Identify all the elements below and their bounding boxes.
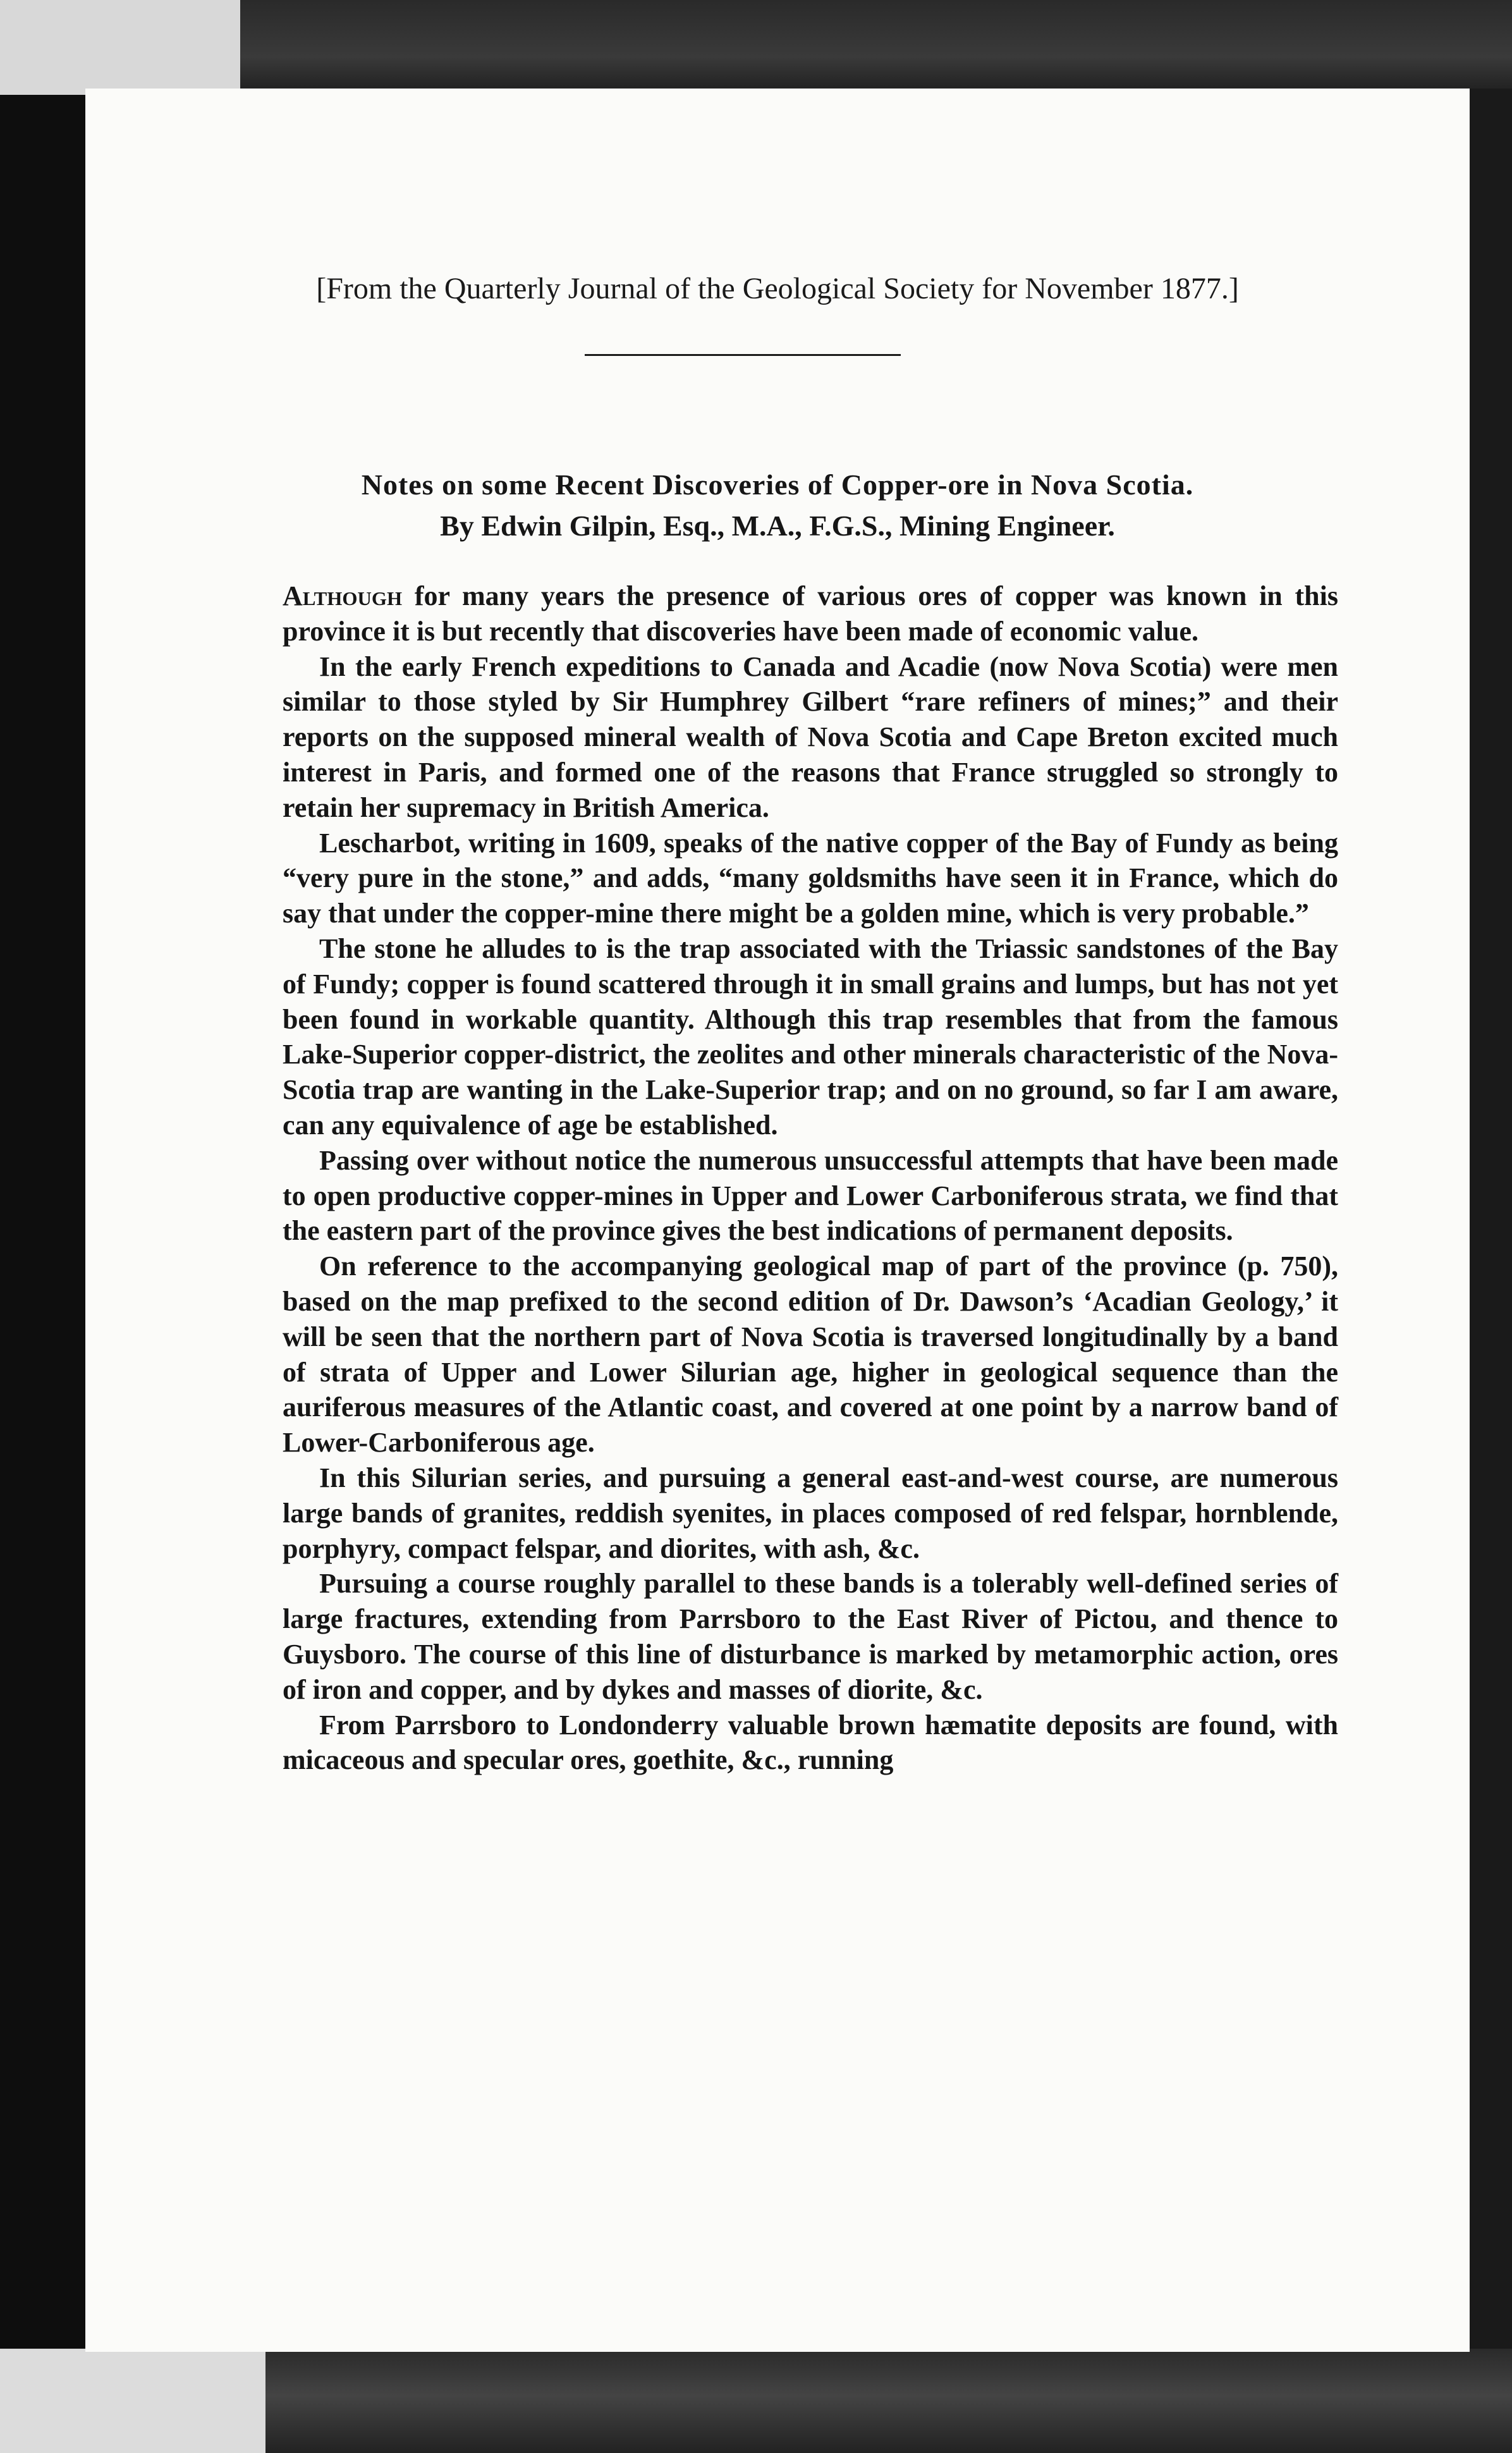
scan-top-border	[0, 0, 1512, 95]
paragraph-1	[283, 578, 1338, 649]
scan-left-border	[0, 95, 85, 2349]
header-rule	[585, 354, 901, 356]
lead-word: Although	[283, 580, 403, 611]
scan-right-border	[1470, 89, 1512, 2352]
paragraph-6: On reference to the accompanying geological map of part of the province (p. 750), based on the map prefixed to the second edition of Dr. Dawson’s ‘Acadian Geology,’ it will be seen that the northern part of Nova Scotia is traversed longitudinally by a band of strata of Upper and Lower Silurian age, higher in geological sequence than the auriferous measures of the Atlantic coast, and covered at one point by a narrow band of Lower-Carboniferous age.	[283, 1251, 1338, 1459]
paragraph-5: Passing over without notice the numerous unsuccessful attempts that have been made to open productive copper-mines in Upper and Lower Carboniferous strata, we find that the eastern part of the province gives the best indications of permanent deposits.	[283, 1144, 1338, 1247]
scan-bottom-light-patch	[0, 2349, 265, 2453]
paragraph-9: From Parrsboro to Londonderry valuable brown hæmatite deposits are found, with micaceous and specular ores, goethite, &c., running	[283, 1709, 1338, 1776]
document-page	[85, 89, 1470, 2352]
source-note: [From the Quarterly Journal of the Geological Society for November 1877.]	[316, 272, 1239, 305]
paragraph-2: In the early French expeditions to Canada and Acadie (now Nova Scotia) were men similar to those styled by Sir Humphrey Gilbert “rare refiners of mines;” and their reports on the supposed mineral wealth of Nova Scotia and Cape Breton excited much interest in Paris, and formed one of the reasons that France struggled so strongly to retain her supremacy in British America.	[283, 651, 1338, 823]
scan-top-light-patch	[0, 0, 240, 95]
paragraph-1-text: for many years the presence of various ores of copper was known in this province it is but recently that discoveries have been made of economic value.	[283, 580, 1338, 647]
article-byline: By Edwin Gilpin, Esq., M.A., F.G.S., Mining Engineer.	[440, 510, 1115, 542]
paragraph-4: The stone he alludes to is the trap associated with the Triassic sandstones of the Bay of Fundy; copper is found scattered through it in small grains and lumps, but has not yet been found in workable quantity. Although this trap resembles that from the famous Lake-Superior copper-district, the zeolites and other minerals characteristic of the Nova-Scotia trap are wanting in the Lake-Superior trap; and on no ground, so far I am aware, can any equivalence of age be established.	[283, 933, 1338, 1141]
scan-bottom-border	[0, 2349, 1512, 2453]
article-title: Notes on some Recent Discoveries of Copper-ore in Nova Scotia.	[361, 468, 1194, 501]
paragraph-8: Pursuing a course roughly parallel to these bands is a tolerably well-defined series of large fractures, extending from Parrsboro to the East River of Pictou, and thence to Guysboro. The course of this line of disturbance is marked by metamorphic action, ores of iron and copper, and by dykes and masses of diorite, &c.	[283, 1568, 1338, 1705]
paragraph-7: In this Silurian series, and pursuing a general east-and-west course, are numerous large bands of granites, reddish syenites, in places composed of red felspar, hornblende, porphyry, compact felspar, and diorites, with ash, &c.	[283, 1462, 1338, 1564]
paragraph-3: Lescharbot, writing in 1609, speaks of the native copper of the Bay of Fundy as being “very pure in the stone,” and adds, “many goldsmiths have seen it in France, which do say that under the copper-mine there might be a golden mine, which is very probable.”	[283, 827, 1338, 929]
article-body	[283, 578, 1338, 1778]
